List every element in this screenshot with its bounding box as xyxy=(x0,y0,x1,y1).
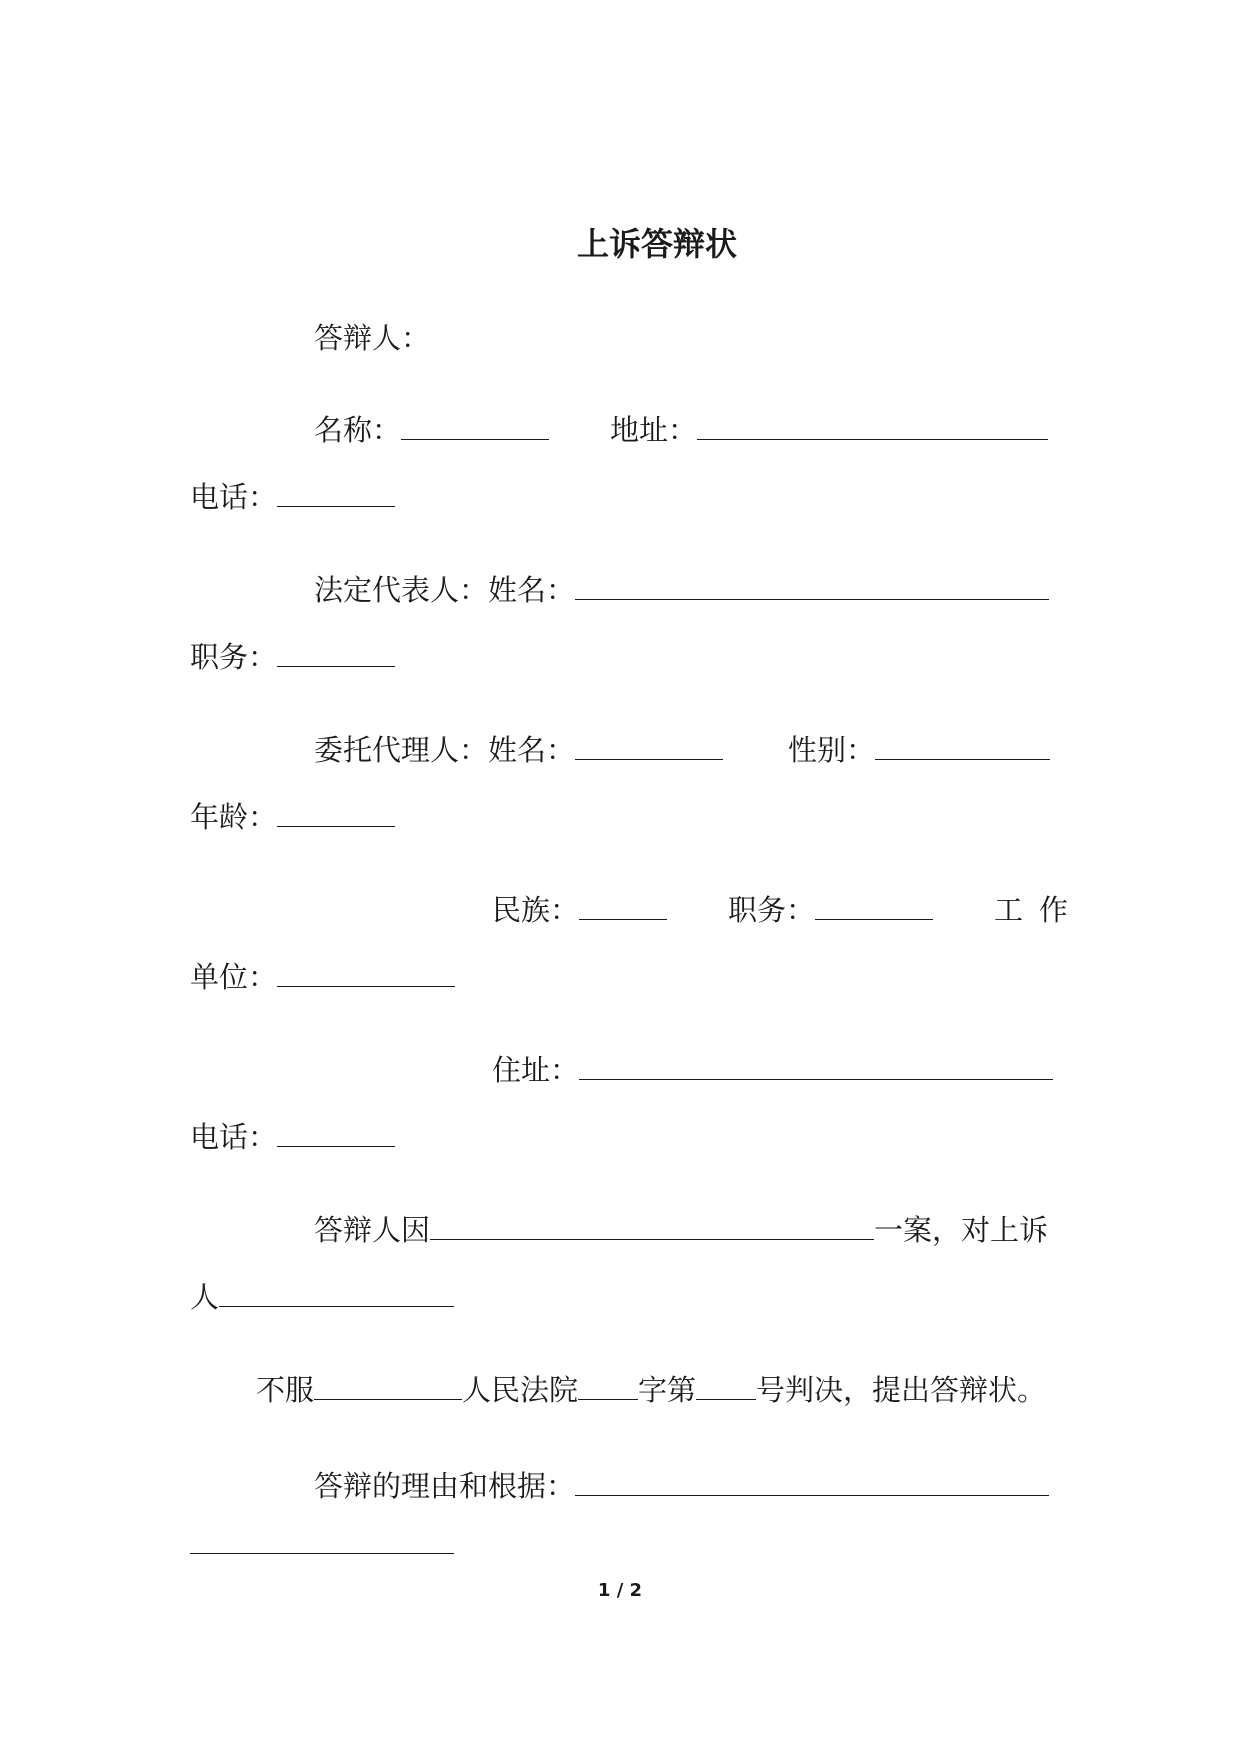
legal-rep-label: 法定代表人：姓名： xyxy=(314,573,576,607)
judgment-row xyxy=(256,1370,1046,1410)
case-prefix: 答辩人因 xyxy=(314,1213,431,1247)
address-label: 地址： xyxy=(610,413,698,447)
position-blank xyxy=(277,640,395,667)
appellant-row xyxy=(190,1277,454,1317)
gender-blank xyxy=(875,733,1050,760)
unit-row xyxy=(190,957,455,997)
phone-blank xyxy=(277,480,395,507)
ethnicity-label: 民族： xyxy=(492,893,580,927)
name-label: 名称： xyxy=(314,413,402,447)
position-label: 职务： xyxy=(190,640,278,674)
phone2-blank xyxy=(277,1120,395,1147)
address-row xyxy=(610,410,1048,450)
judgment-suffix: 号判决，提出答辩状。 xyxy=(756,1373,1047,1407)
judgment-zi: 字第 xyxy=(638,1373,697,1407)
work-label-text: 工作 xyxy=(994,893,1085,927)
residence-label: 住址： xyxy=(492,1053,580,1087)
case-row xyxy=(314,1210,1048,1250)
reasons-continuation-blank xyxy=(190,1527,454,1554)
reasons-label: 答辩的理由和根据： xyxy=(314,1469,576,1503)
age-row xyxy=(190,797,395,837)
reasons-row xyxy=(314,1466,1049,1506)
position2-label: 职务： xyxy=(728,893,816,927)
phone2-label: 电话： xyxy=(190,1120,278,1154)
ethnicity-blank xyxy=(579,893,667,920)
age-label: 年龄： xyxy=(190,800,278,834)
name-row xyxy=(314,410,549,450)
address-blank xyxy=(697,413,1048,440)
legal-rep-blank xyxy=(575,573,1049,600)
case-suffix: 一案，对上诉 xyxy=(874,1213,1049,1247)
name-blank xyxy=(401,413,549,440)
year-blank xyxy=(578,1373,638,1400)
residence-row xyxy=(492,1050,1053,1090)
agent-blank xyxy=(575,733,723,760)
position2-row xyxy=(728,890,933,930)
appellant-blank xyxy=(219,1280,454,1307)
court-blank xyxy=(314,1373,462,1400)
unit-blank xyxy=(277,960,455,987)
position-row xyxy=(190,637,395,677)
legal-rep-row xyxy=(314,570,1049,610)
reasons-blank xyxy=(575,1469,1049,1496)
agent-label: 委托代理人：姓名： xyxy=(314,733,576,767)
residence-blank xyxy=(579,1053,1053,1080)
unit-label: 单位： xyxy=(190,960,278,994)
phone-label: 电话： xyxy=(190,480,278,514)
appellant-prefix: 人 xyxy=(190,1280,220,1314)
number-blank xyxy=(696,1373,756,1400)
gender-row xyxy=(788,730,1050,770)
judgment-prefix: 不服 xyxy=(256,1373,315,1407)
document-title: 上诉答辩状 xyxy=(576,225,737,263)
age-blank xyxy=(277,800,395,827)
phone-row xyxy=(190,477,395,517)
work-label xyxy=(994,890,1084,930)
gender-label: 性别： xyxy=(788,733,876,767)
case-blank xyxy=(430,1213,874,1240)
judgment-court: 人民法院 xyxy=(462,1373,579,1407)
phone2-row xyxy=(190,1117,395,1157)
page-number: 1 / 2 xyxy=(597,1580,643,1601)
agent-row xyxy=(314,730,723,770)
ethnicity-row xyxy=(492,890,667,930)
position2-blank xyxy=(815,893,933,920)
respondent-label: 答辩人： xyxy=(314,321,431,355)
reasons-continuation xyxy=(190,1524,454,1564)
